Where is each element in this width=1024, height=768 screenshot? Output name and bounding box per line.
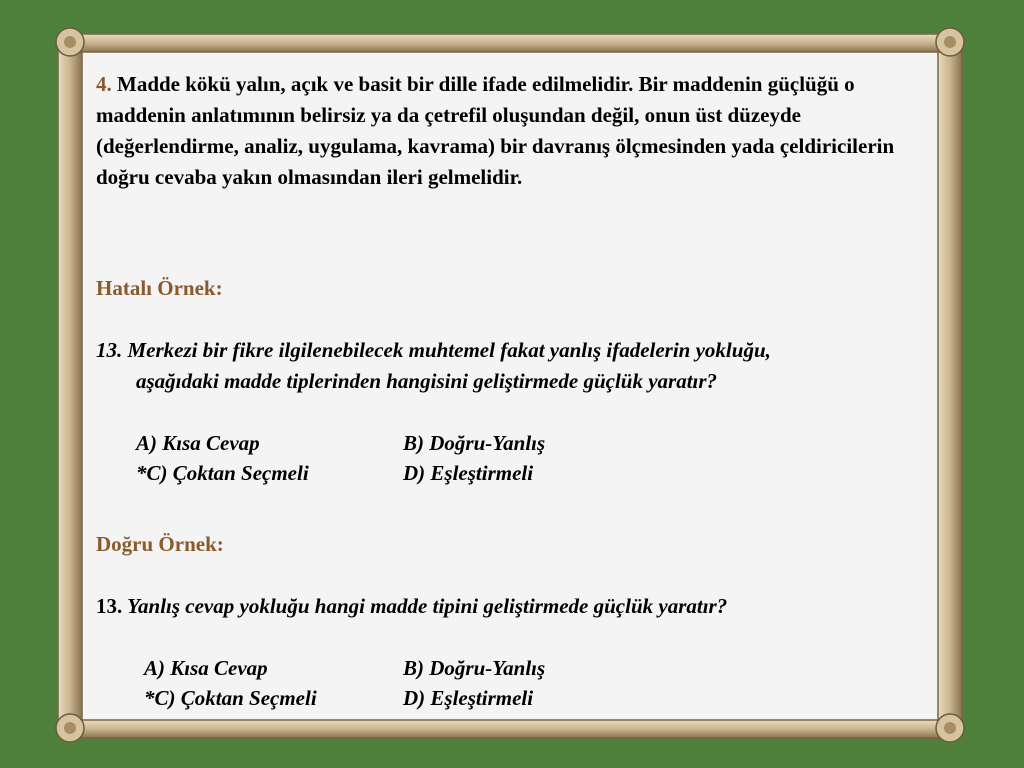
wrong-option-c: *C) Çoktan Seçmeli: [136, 461, 309, 485]
bottom-scroll-roll: [70, 720, 950, 738]
right-scroll-roll: [938, 38, 962, 738]
right-option-c: *C) Çoktan Seçmeli: [144, 686, 317, 710]
right-option-b: B) Doğru-Yanlış: [403, 656, 546, 680]
wrong-question-line-2: aşağıdaki madde tiplerinden hangisini geliştirmede güçlük yaratır?: [136, 369, 718, 393]
wrong-example-question: [96, 335, 936, 397]
right-option-a: A) Kısa Cevap: [144, 656, 268, 680]
rule-paragraph: [96, 69, 936, 193]
wrong-option-a: A) Kısa Cevap: [136, 431, 260, 455]
left-scroll-roll: [58, 38, 82, 738]
wrong-option-b: B) Doğru-Yanlış: [403, 431, 546, 455]
wrong-option-d: D) Eşleştirmeli: [403, 461, 534, 485]
top-scroll-roll: [70, 34, 950, 52]
right-option-d: D) Eşleştirmeli: [403, 686, 534, 710]
rule-number: 4.: [96, 72, 112, 96]
wrong-example-heading: Hatalı Örnek:: [96, 276, 223, 300]
right-example-question: [96, 591, 936, 622]
wrong-question-line-1: 13. Merkezi bir fikre ilgilenebilecek muhtemel fakat yanlış ifadelerin yokluğu,: [96, 338, 771, 362]
rule-text: Madde kökü yalın, açık ve basit bir dille ifade edilmelidir. Bir maddenin güçlüğü o maddenin anlatımının belirsiz ya da çetrefil oluşundan değil, onun üst düzeyde (değerlendirme, analiz, uygulama, kavrama) bir davranış ölçmesinden yada çeldiricilerin doğru cevaba yakın olmasından ileri gelmelidir.: [96, 72, 895, 189]
right-question-number: 13.: [96, 594, 123, 618]
right-question-text: Yanlış cevap yokluğu hangi madde tipini geliştirmede güçlük yaratır?: [122, 594, 728, 618]
right-example-heading: Doğru Örnek:: [96, 532, 224, 556]
slide-content: [96, 69, 936, 710]
